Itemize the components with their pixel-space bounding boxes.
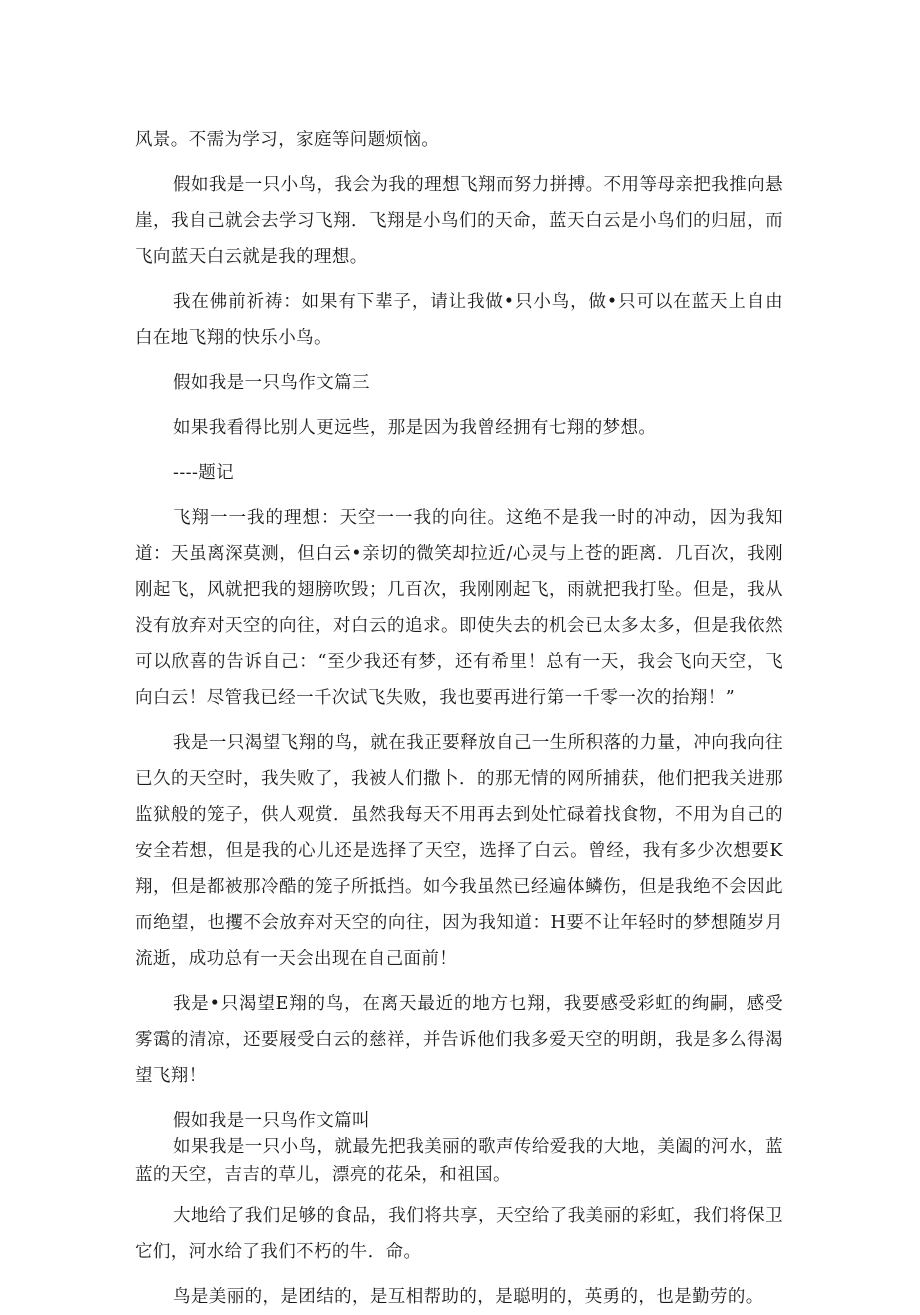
paragraph-continuation: 风景。不需为学习，家庭等问题烦恼。 — [135, 130, 440, 150]
paragraph-longing: 我是•只渴望E翔的鸟，在离天最近的地方乜翔，我要感受彩虹的绚嗣，感受雾霭的清凉，还要屐受白云的慈祥，并告诉他们我多爱天空的明朗，我是多么得渴望飞翔！ — [135, 994, 783, 1086]
paragraph-tiji: ----题记 — [173, 463, 235, 483]
paragraph-earth: 大地给了我们足够的食品，我们将共享，天空给了我美丽的彩虹，我们将保卫它们，河水给了我们不朽的牛．命。 — [135, 1206, 783, 1262]
document-body — [135, 122, 783, 1315]
paragraph-flight-dream: 飞翔一一我的理想：天空一一我的向往。这绝不是我一时的冲动，因为我知道：天虽离深莫测，但白云•亲切的微笑却拉近/心灵与上苍的距离．几百次，我刚刚起飞，风就把我的翅膀吹毁；几百次，我刚刚起飞，雨就把我打坠。但是，我从没有放弃对天空的向往，对白云的追求。即使失去的机会已太多太多，但是我依然可以欣喜的告诉自己：“至少我还有梦，还有希里！总有一天，我会飞向天空，飞向白云！尽管我已经一千次试飞失败，我也要再进行第一千零一次的抬翔！” — [135, 508, 783, 708]
paragraph-caged-bird: 我是一只渴望飞翔的鸟，就在我正要释放自己一生所积落的力量，冲向我向往已久的天空时，我失败了，我被人们撒卜．的那无情的网所捕获，他们把我关进那监狱般的笼子，供人观赏．虽然我每天不用再去到处忙碌着找食物，不用为自己的安全若想，但是我的心儿还是选择了天空，选择了白云。曾经，我有多少次想要K翔，但是都被那冷酷的笼子所抵挡。如今我虽然已经遍体鳞伤，但是我绝不会因此而绝望，也攫不会放弃对天空的向往，因为我知道：H要不让年轻时的梦想随岁月流逝，成功总有一天会出现在自己面前！ — [135, 733, 783, 969]
paragraph-epigraph: 如果我看得比别人更远些，那是因为我曾经拥有七翔的梦想。 — [173, 418, 657, 438]
paragraph-ideal: 假如我是一只小鸟，我会为我的理想飞翔而努力拼搏。不用等母亲把我推向悬崖，我自己就会去学习飞翔．飞翔是小鸟们的天命，蓝天白云是小鸟们的归屈，而飞向蓝天白云就是我的理想。 — [135, 175, 783, 267]
paragraph-birds-virtue: 鸟是美丽的，是团结的，是互相帮助的，是聪明的，英勇的，也是勤劳的。 — [173, 1287, 764, 1307]
paragraph-song: 如果我是一只小鸟，就最先把我美丽的歌声传给爱我的大地，美阖的河水，蓝蓝的天空，吉吉的草儿，漂亮的花朵，和祖国。 — [135, 1137, 783, 1185]
section-heading-4: 假如我是一只鸟作文篇叫 — [173, 1111, 370, 1131]
section-heading-3: 假如我是一只鸟作文篇三 — [173, 373, 370, 393]
paragraph-prayer: 我在佛前祈祷：如果有下辈子，请让我做•只小鸟，做•只可以在蓝天上自由白在地飞翔的快乐小鸟。 — [135, 292, 783, 348]
